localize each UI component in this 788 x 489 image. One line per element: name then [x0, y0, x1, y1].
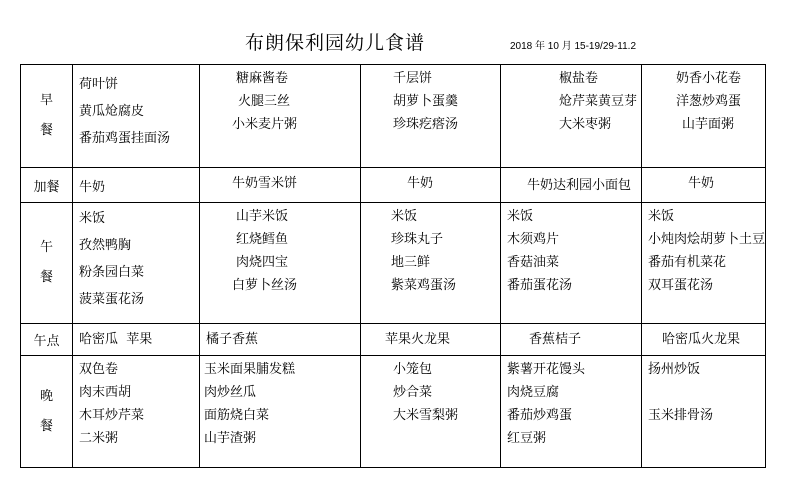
dish: 米饭 [391, 209, 418, 224]
dish: 木须鸡片 [507, 232, 560, 247]
dish [648, 381, 765, 404]
lunch-thu [501, 203, 642, 324]
snack-fri [642, 168, 766, 203]
dish: 扬州炒饭 [648, 362, 701, 377]
dish: 牛奶 [407, 176, 434, 191]
dish: 红豆粥 [507, 431, 547, 446]
dish: 胡萝卜蛋羹 [393, 94, 459, 109]
dinner-wed [361, 356, 501, 468]
snack-tue [200, 168, 361, 203]
dish: 番茄蛋花汤 [507, 278, 573, 293]
fruit-label: 午点 [21, 324, 73, 356]
dish: 山芋米饭 [236, 209, 289, 224]
dinner-thu [501, 356, 642, 468]
lunch-row [21, 203, 766, 324]
breakfast-label [21, 65, 73, 168]
dish: 小炖肉烩胡萝卜土豆 [648, 232, 766, 247]
dinner-label [21, 356, 73, 468]
dish: 地三鲜 [391, 255, 431, 270]
fruit-thu [501, 324, 642, 356]
dish: 米饭 [507, 209, 534, 224]
dish: 牛奶 [79, 179, 106, 195]
dish: 肉炒丝瓜 [204, 385, 257, 400]
lunch-fri [642, 203, 766, 324]
dish: 香蕉桔子 [529, 332, 582, 347]
dish: 哈密瓜 苹果 [79, 332, 153, 347]
lunch-mon [73, 203, 200, 324]
fruit-wed [361, 324, 501, 356]
dish: 肉末西胡 [79, 385, 132, 400]
fruit-fri [642, 324, 766, 356]
dish: 千层饼 [393, 71, 433, 86]
snack-row [21, 168, 766, 203]
snack-thu [501, 168, 642, 203]
menu-table [20, 64, 766, 468]
dinner-tue [200, 356, 361, 468]
dish: 玉米排骨汤 [648, 408, 714, 423]
dish: 大米枣粥 [559, 117, 612, 132]
dish: 珍珠丸子 [391, 232, 444, 247]
dish: 白萝卜丝汤 [232, 278, 298, 293]
breakfast-tue [200, 65, 361, 168]
dish: 山芋渣粥 [204, 431, 257, 446]
dish: 黄瓜炝腐皮 [79, 104, 145, 119]
dish: 番茄炒鸡蛋 [507, 408, 573, 423]
lunch-tue [200, 203, 361, 324]
dish: 大米雪梨粥 [393, 408, 459, 423]
dish: 米饭 [648, 209, 675, 224]
dinner-row [21, 356, 766, 468]
dish: 红烧鳕鱼 [236, 232, 289, 247]
dish: 紫薯开花馒头 [507, 362, 586, 377]
fruit-row [21, 324, 766, 356]
snack-mon [73, 168, 200, 203]
dish: 椒盐卷 [559, 71, 599, 86]
dish: 番茄有机菜花 [648, 255, 727, 270]
dish: 玉米面果脯发糕 [204, 362, 296, 377]
dish: 孜然鸭胸 [79, 238, 132, 253]
snack-label: 加餐 [21, 168, 73, 203]
fruit-mon [73, 324, 200, 356]
dish: 哈密瓜火龙果 [662, 332, 741, 347]
dish: 洋葱炒鸡蛋 [676, 94, 742, 109]
dish: 山芋面粥 [682, 117, 735, 132]
breakfast-mon [73, 65, 200, 168]
breakfast-row [21, 65, 766, 168]
dish: 肉烧四宝 [236, 255, 289, 270]
dinner-label-char-2: 餐 [39, 418, 53, 434]
breakfast-label-char-1: 早 [39, 93, 53, 108]
dish: 糖麻酱卷 [236, 71, 289, 86]
dish: 紫菜鸡蛋汤 [391, 278, 457, 293]
dish: 橘子香蕉 [206, 332, 259, 347]
dish: 菠菜蛋花汤 [79, 292, 145, 307]
dish: 牛奶达利园小面包 [527, 178, 632, 193]
lunch-label-char-2: 餐 [39, 270, 53, 285]
breakfast-thu [501, 65, 642, 168]
dinner-label-char-1: 晚 [39, 388, 53, 404]
dish: 苹果火龙果 [385, 332, 451, 347]
dish: 香菇油菜 [507, 255, 560, 270]
dish: 小笼包 [393, 362, 433, 377]
lunch-wed [361, 203, 501, 324]
dish: 面筋烧白菜 [204, 408, 270, 423]
lunch-label [21, 203, 73, 324]
dish: 肉烧豆腐 [507, 385, 560, 400]
dish: 粉条园白菜 [79, 265, 145, 280]
dish: 炒合菜 [393, 385, 433, 400]
dish: 双耳蛋花汤 [648, 278, 714, 293]
dish: 牛奶雪米饼 [232, 176, 298, 191]
lunch-label-char-1: 午 [39, 240, 53, 255]
dish [393, 427, 500, 450]
breakfast-label-char-2: 餐 [39, 123, 53, 138]
dish: 米饭 [79, 211, 106, 226]
dish [648, 427, 765, 450]
dish: 奶香小花卷 [676, 71, 742, 86]
dish: 牛奶 [688, 176, 715, 191]
dinner-mon [73, 356, 200, 468]
dish: 番茄鸡蛋挂面汤 [79, 131, 171, 146]
breakfast-fri [642, 65, 766, 168]
dish: 双色卷 [79, 362, 119, 377]
date-range: 2018 年 10 月 15-19/29-11.2 [510, 41, 637, 52]
fruit-tue [200, 324, 361, 356]
snack-wed [361, 168, 501, 203]
dish: 荷叶饼 [79, 77, 119, 92]
breakfast-wed [361, 65, 501, 168]
dish: 珍珠疙瘩汤 [393, 117, 459, 132]
dish: 小米麦片粥 [232, 117, 298, 132]
dish: 炝芹菜黄豆芽 [559, 94, 638, 109]
dish: 木耳炒芹菜 [79, 408, 145, 423]
dish: 二米粥 [79, 431, 119, 446]
dish: 火腿三丝 [238, 94, 291, 109]
dinner-fri [642, 356, 766, 468]
page-title: 布朗保利园幼儿食谱 [245, 32, 426, 54]
